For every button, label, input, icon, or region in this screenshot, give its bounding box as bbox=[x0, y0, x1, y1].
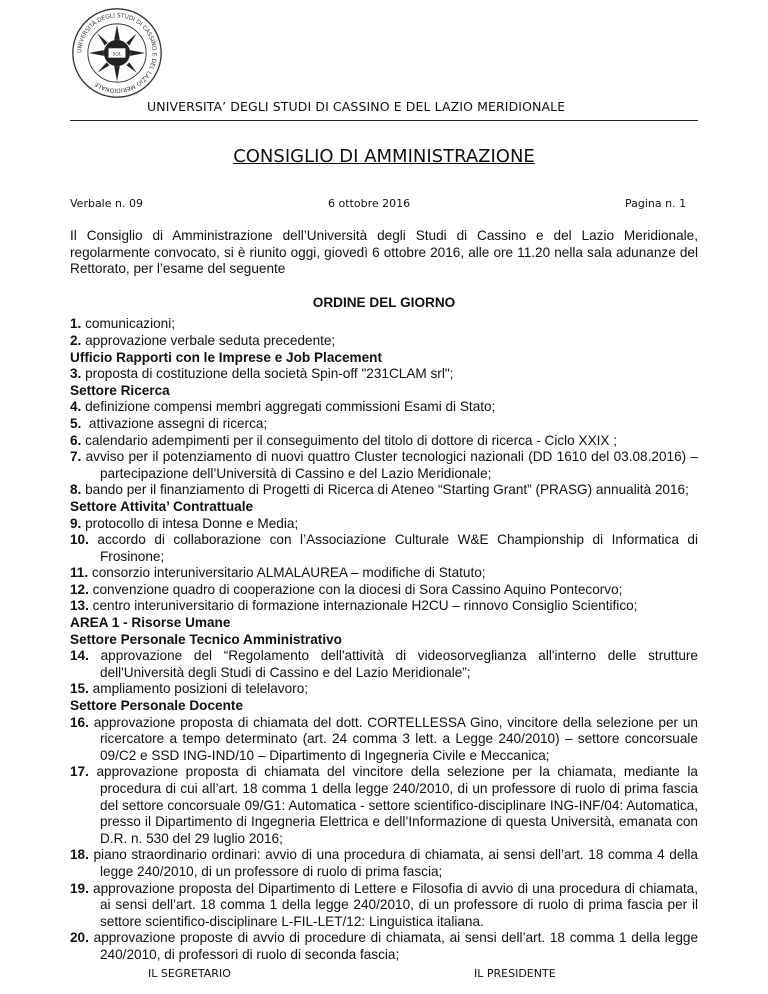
agenda-item bbox=[70, 333, 698, 350]
agenda-item-text: proposta di costituzione della società Spin-off "231CLAM srl"; bbox=[81, 366, 454, 382]
agenda-item-text: convenzione quadro di cooperazione con la diocesi di Sora Cassino Aquino Pontecorvo; bbox=[88, 581, 623, 597]
agenda-section-heading: Ufficio Rapporti con le Imprese e Job Placement bbox=[70, 349, 382, 365]
agenda-section-heading: Settore Personale Docente bbox=[70, 698, 244, 714]
verbale-number: Verbale n. 09 bbox=[70, 197, 143, 210]
agenda-item-text: approvazione del “Regolamento dell'attività di videosorveglianza all'interno delle strutture dell'Università degli Studi di Cassino e del Lazio Meridionale”; bbox=[88, 648, 702, 680]
agenda-item-number: 20. bbox=[70, 930, 89, 946]
agenda-item-number: 14. bbox=[70, 648, 89, 664]
agenda-item-text: attivazione assegni di ricerca; bbox=[81, 415, 268, 431]
agenda-item-text: bando per il finanziamento di Progetti di Ricerca di Ateneo “Starting Grant” (PRASG) annualità 2016; bbox=[81, 482, 689, 498]
agenda-item bbox=[70, 598, 698, 615]
agenda-list bbox=[70, 316, 702, 963]
agenda-item bbox=[70, 764, 702, 847]
agenda-item bbox=[70, 482, 698, 499]
agenda-item bbox=[70, 416, 698, 433]
agenda-item-text: avviso per il potenziamento di nuovi quattro Cluster tecnologici nazionali (DD 1610 del 03.08.2016) – partecipazione dell’Università di Cassino e del Lazio Meridionale; bbox=[81, 449, 702, 481]
agenda-item-text: approvazione verbale seduta precedente; bbox=[81, 332, 336, 348]
agenda-item-text: definizione compensi membri aggregati commissioni Esami di Stato; bbox=[81, 399, 496, 415]
agenda-item-text: centro interuniversitario di formazione internazionale H2CU – rinnovo Consiglio Scientifico; bbox=[88, 598, 638, 614]
agenda-item-text: approvazione proposta di chiamata del dott. CORTELLESSA Gino, vincitore della selezione per un ricercatore a tempo determinato (art. 24 comma 3 lett. a Legge 240/2010) – settore concorsuale 09/C2 e SSD ING-IND/10 – Dipartimento di Ingegneria Civile e Meccanica; bbox=[88, 714, 702, 763]
agenda-item-text: protocollo di intesa Donne e Media; bbox=[81, 515, 299, 531]
agenda-item-number: 19. bbox=[70, 880, 89, 896]
meeting-date: 6 ottobre 2016 bbox=[328, 197, 411, 210]
agenda-item-number: 16. bbox=[70, 714, 89, 730]
agenda-section-heading: AREA 1 - Risorse Umane bbox=[70, 615, 231, 631]
agenda-item bbox=[70, 880, 702, 931]
agenda-item-text: approvazione proposta di chiamata del vincitore della selezione per la chiamata, mediante la procedura di cui all’art. 18 comma 1 della legge 240/2010, di un professore di ruolo di prima fascia del settore concorsuale 09/G1: Automatica - settore scientifico-disciplinare ING-INF/04: Automatica, presso il Dipartimento di Ingegneria Elettrica e dell’Informazione di questa Università, emanata con D.R. n. 530 del 29 luglio 2016; bbox=[88, 764, 702, 846]
agenda-item bbox=[70, 532, 702, 565]
agenda-item-text: calendario adempimenti per il conseguimento del titolo di dottore di ricerca - Ciclo XXIX ; bbox=[81, 432, 618, 448]
document-body bbox=[70, 228, 702, 964]
seal-center-motto: SOL bbox=[112, 51, 122, 57]
header-divider bbox=[70, 120, 698, 121]
agenda-item-text: approvazione proposta del Dipartimento di Lettere e Filosofia di avvio di una procedura di chiamata, ai sensi dell’art. 18 comma 1 della legge 240/2010, di un professore di ruolo di prima fascia per il settore scientifico-disciplinare L-FIL-LET/12: Linguistica italiana. bbox=[88, 880, 702, 929]
agenda-item-number: 11. bbox=[70, 565, 89, 581]
agenda-item-number: 15. bbox=[70, 681, 89, 697]
agenda-item-number: 18. bbox=[70, 847, 89, 863]
agenda-item-text: consorzio interuniversitario ALMALAUREA – modifiche di Statuto; bbox=[88, 565, 486, 581]
agenda-section-heading: Settore Attivita’ Contrattuale bbox=[70, 498, 254, 514]
agenda-item-number: 2. bbox=[70, 332, 82, 348]
agenda-item-number: 13. bbox=[70, 598, 89, 614]
page-number: Pagina n. 1 bbox=[625, 197, 687, 210]
agenda-item-number: 3. bbox=[70, 366, 82, 382]
agenda-item bbox=[70, 449, 702, 482]
intro-paragraph: Il Consiglio di Amministrazione dell’Università degli Studi di Cassino e del Lazio Meridionale, regolarmente convocato, si è riunito oggi, giovedì 6 ottobre 2016, alle ore 11.20 nella sala adunanze del Rettorato, per l’esame del seguente bbox=[70, 228, 698, 277]
seal-text: UNIVERSITÀ DEGLI STUDI DI CASSINO E DEL LAZIO MERIDIONALE bbox=[77, 13, 157, 93]
agenda-item-text: ampliamento posizioni di telelavoro; bbox=[88, 681, 309, 697]
president-signature-label: IL PRESIDENTE bbox=[474, 967, 556, 980]
agenda-item-number: 7. bbox=[70, 449, 82, 465]
agenda-item-number: 9. bbox=[70, 515, 82, 531]
agenda-item-number: 12. bbox=[70, 581, 89, 597]
agenda-item bbox=[70, 582, 698, 599]
agenda-item-number: 6. bbox=[70, 432, 82, 448]
agenda-item bbox=[70, 316, 698, 333]
agenda-item-number: 1. bbox=[70, 316, 82, 332]
agenda-item bbox=[70, 565, 698, 582]
agenda-item bbox=[70, 847, 702, 880]
agenda-item-number: 17. bbox=[70, 764, 89, 780]
agenda-item-text: comunicazioni; bbox=[81, 316, 176, 332]
agenda-item bbox=[70, 714, 702, 765]
agenda-item-number: 10. bbox=[70, 532, 89, 548]
agenda-section-heading: Settore Ricerca bbox=[70, 382, 170, 398]
university-seal-logo bbox=[70, 6, 164, 100]
agenda-item-number: 8. bbox=[70, 482, 82, 498]
agenda-item bbox=[70, 516, 698, 533]
agenda-item bbox=[70, 930, 702, 963]
agenda-item bbox=[70, 648, 702, 681]
agenda-item-text: piano straordinario ordinari: avvio di una procedura di chiamata, ai sensi dell’art. 18 comma 4 della legge 240/2010, di un professore di ruolo di prima fascia; bbox=[88, 847, 702, 879]
agenda-item bbox=[70, 399, 698, 416]
agenda-item-text: accordo di collaborazione con l’Associazione Culturale W&E Championship di Informatica di Frosinone; bbox=[88, 532, 702, 564]
agenda-section-heading: Settore Personale Tecnico Amministrativo bbox=[70, 631, 342, 647]
document-title: CONSIGLIO DI AMMINISTRAZIONE bbox=[233, 146, 535, 167]
agenda-item-text: approvazione proposte di avvio di procedure di chiamata, ai sensi dell’art. 18 comma 1 della legge 240/2010, di professori di ruolo di seconda fascia; bbox=[88, 930, 702, 962]
agenda-item-number: 4. bbox=[70, 399, 82, 415]
agenda-item-number: 5. bbox=[70, 415, 82, 431]
university-name: UNIVERSITA’ DEGLI STUDI DI CASSINO E DEL LAZIO MERIDIONALE bbox=[147, 99, 566, 114]
agenda-title: ORDINE DEL GIORNO bbox=[312, 294, 456, 310]
agenda-item bbox=[70, 433, 698, 450]
secretary-signature-label: IL SEGRETARIO bbox=[148, 967, 231, 980]
agenda-item bbox=[70, 366, 698, 383]
agenda-item bbox=[70, 681, 698, 698]
